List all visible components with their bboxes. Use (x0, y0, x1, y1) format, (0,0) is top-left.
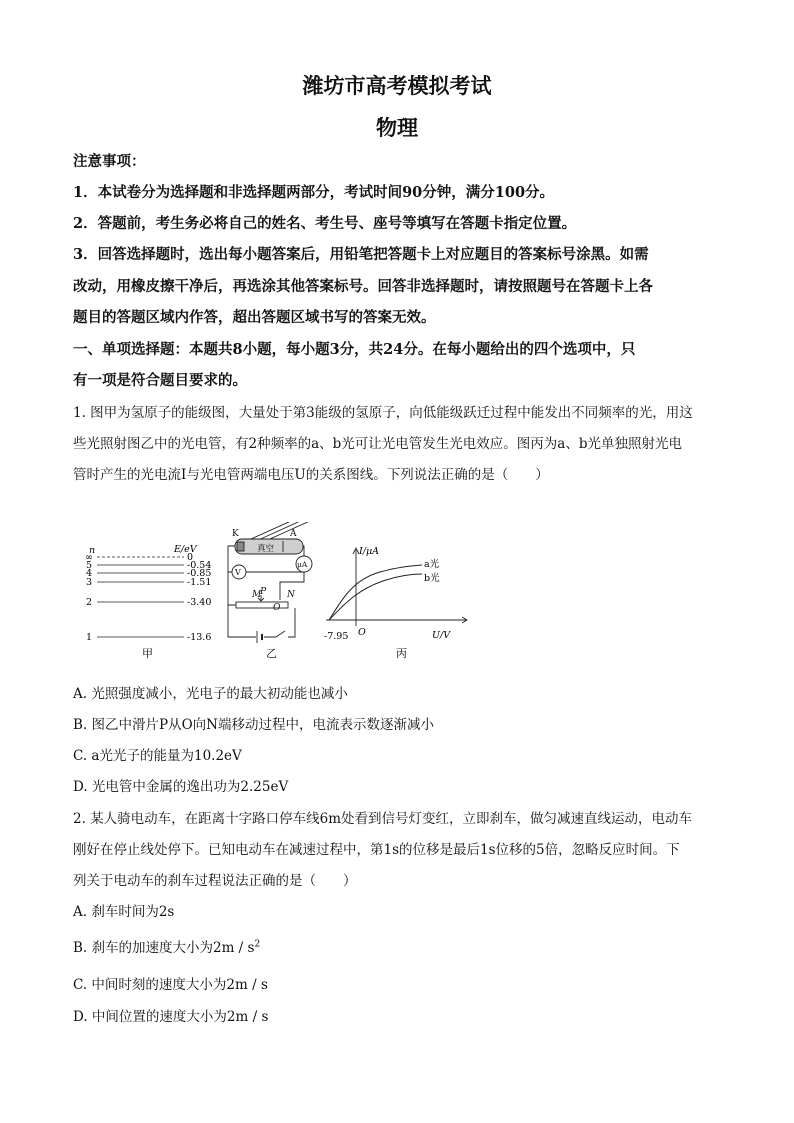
option-d: D. 光电管中金属的逸出功为2.25eV (73, 779, 289, 795)
vacuum-label: 真空 (257, 544, 275, 554)
note-line: 改动，用橡皮擦干净后，再选涂其他答案标号。回答非选择题时，请按照题号在答题卡上各 (73, 278, 653, 295)
option-b: B. 图乙中滑片P从O向N端移动过程中，电流表示数逐渐减小 (73, 717, 434, 733)
question-2-stem: 刚好在停止线处停下。已知电动车在减速过程中，第1s的位移是最后1s位移的5倍，忽略反应时间。下 (73, 842, 680, 858)
energy-level-diagram (85, 544, 211, 660)
level-n-label: 1 (86, 632, 93, 643)
question-1-stem: 些光照射图乙中的光电管，有2种频率的a、b光可让光电管发生光电效应。图丙为a、b光单独照射光电 (73, 436, 682, 452)
notes-heading: 注意事项： (73, 153, 146, 170)
series-b-label: b光 (424, 573, 440, 584)
level-energy-label: -1.51 (187, 577, 212, 588)
option-b-text: B. 刹车的加速度大小为2m / s (73, 940, 255, 956)
level-n-label: ∞ (85, 552, 93, 563)
cathode-label: K (232, 529, 239, 539)
question-2-stem: 列关于电动车的刹车过程说法正确的是（ ） (73, 873, 357, 889)
y-axis-label: I/μA (359, 546, 379, 557)
level-n-label: 3 (86, 577, 93, 588)
figure-caption-bing: 丙 (396, 647, 407, 660)
figure-caption-jia: 甲 (142, 647, 153, 660)
level-energy-label: -0.85 (187, 568, 212, 579)
option-c: C. a光光子的能量为10.2eV (73, 748, 242, 764)
label-o: O (273, 603, 281, 613)
series-b-curve (329, 574, 422, 620)
note-line: 2．答题前，考生务必将自己的姓名、考生号、座号等填写在答题卡指定位置。 (73, 215, 577, 232)
series-a-label: a光 (424, 559, 440, 570)
level-energy-label: -13.6 (187, 632, 212, 643)
figure-caption-yi: 乙 (266, 647, 277, 660)
question-2-stem: 2. 某人骑电动车，在距离十字路口停车线6m处看到信号灯变红，立即刹车，做匀减速直线运动，电动车 (73, 811, 693, 827)
label-n: N (287, 590, 295, 600)
wire (228, 605, 295, 637)
label-m: M (252, 590, 262, 600)
section-heading: 有一项是符合题目要求的。 (73, 372, 247, 389)
n-axis-label: n (89, 545, 96, 556)
option-b-exponent: 2 (254, 939, 261, 950)
option-d: D. 中间位置的速度大小为2m / s (73, 1009, 269, 1025)
note-line: 1．本试卷分为选择题和非选择题两部分，考试时间90分钟，满分100分。 (73, 184, 555, 201)
series-a-curve (329, 565, 422, 620)
level-n-label: 4 (86, 568, 93, 579)
cathode (237, 542, 244, 551)
anode-label: A (290, 529, 297, 539)
level-n-label: 5 (86, 560, 93, 571)
iu-graph (324, 546, 467, 660)
question-1-stem: 1. 图甲为氢原子的能级图，大量处于第3能级的氢原子，向低能级跃迁过程中能发出不同频率的光，用这 (73, 405, 693, 421)
option-b (73, 936, 260, 956)
option-a: A. 光照强度减小，光电子的最大初动能也减小 (73, 686, 348, 702)
x-axis-label: U/V (432, 630, 451, 641)
note-line: 3．回答选择题时，选出每小题答案后，用铅笔把答题卡上对应题目的答案标号涂黑。如需 (73, 246, 649, 263)
ammeter-label: μA (297, 560, 308, 569)
photoelectric-circuit (228, 522, 312, 660)
note-line: 题目的答题区域内作答，超出答题区域书写的答案无效。 (73, 309, 436, 326)
option-c: C. 中间时刻的速度大小为2m / s (73, 977, 268, 993)
subject-title: 物理 (376, 115, 418, 140)
question-1-stem: 管时产生的光电流I与光电管两端电压U的关系图线。下列说法正确的是（ ） (73, 467, 549, 483)
level-energy-label: 0 (187, 552, 194, 563)
origin-label: O (358, 627, 366, 638)
voltmeter-label: V (235, 568, 241, 577)
level-energy-label: -3.40 (187, 597, 212, 608)
energy-axis-label: E/eV (174, 544, 197, 555)
question-1-figure (80, 522, 480, 664)
level-n-label: 2 (86, 597, 93, 608)
page-title: 潍坊市高考模拟考试 (302, 73, 492, 98)
option-a: A. 刹车时间为2s (73, 904, 175, 920)
section-heading: 一、单项选择题：本题共8小题，每小题3分，共24分。在每小题给出的四个选项中，只 (73, 341, 636, 358)
label-p: P (260, 587, 267, 597)
stop-voltage-label: -7.95 (324, 631, 349, 642)
level-energy-label: -0.54 (187, 560, 212, 571)
